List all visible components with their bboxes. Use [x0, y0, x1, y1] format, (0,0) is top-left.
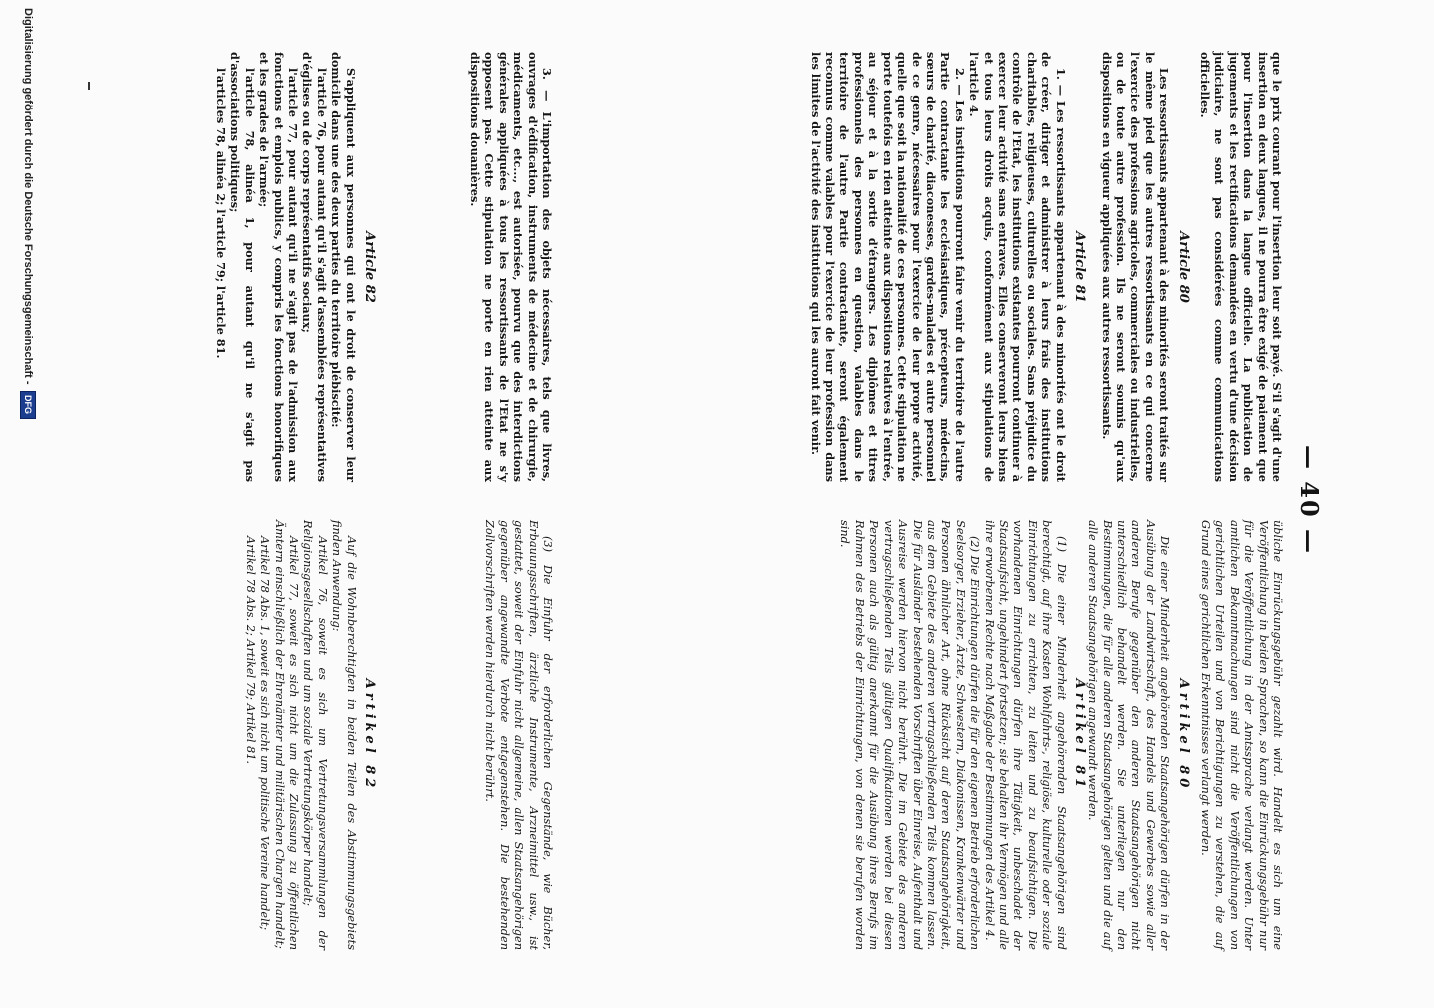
- german-article-80-text: Die einer Minderheit angehörenden Staatsangehörigen dürfen in der Ausübung der Landwirtschaft, des Handels und Gewerbes sowie aller anderen Berufe gegenüber den anderen Staatsangehörigen nicht unterschiedlich behandelt werden. Sie unterliegen nur den Bestimmungen, die für alle anderen Staatsangehörigen gelten und die auf alle anderen Staatsangehörigen angewandt werden.: [1086, 520, 1172, 950]
- french-article-81-para-2: 2. — Les institutions pourront faire venir du territoire de l'autre Partie contractante les ecclésiastiques, précepteurs, médecins, sœurs de charité, diaconesses, gardes-malades et autre personnel de ce genre, nécessaires pour l'exercice de leur propre activité, quelle que soit la nationalité de ces personnes. Cette stipulation ne porte toutefois en rien atteinte aux dispositions relatives à l'entrée, au séjour et à la sortie d'étrangers. Les diplômes et titres professionnels des personnes en question, valables dans le territoire de l'autre Partie contractante, seront également reconnus comme valables pour l'exercice de leur profession dans les limites de l'activité des institutions qui les auront fait venir.: [808, 52, 967, 482]
- german-article-82-heading: Artikel 82: [362, 678, 377, 792]
- german-top-paragraph: übliche Einrückungsgebühr gezahlt wird. Handelt es sich um eine Veröffentlichung in beiden Sprachen, so kann die Einrückungsgebühr nur für die Veröffentlichung in der Amtssprache verlangt werden. Unter amtlichen Bekanntmachungen sind nicht die Veröffentlichungen von gerichtlichen Urteilen und von Berichtigungen zu verstehen, die auf Grund eines gerichtlichen Erkenntnisses verlangt werden.: [1198, 520, 1284, 950]
- french-article-81: [808, 52, 1094, 482]
- german-article-81: [837, 520, 1094, 950]
- french-article-81-para-3-block: [468, 52, 554, 482]
- french-article-82-item-3: l'article 78, alinéa 1, pour autant qu'il ne s'agit pas d'associations politiques;: [228, 52, 257, 482]
- german-article-82-item-3: Artikel 78 Abs. 1, soweit es sich nicht um politische Vereine handelt;: [258, 536, 272, 931]
- german-article-81-para-2: (2) Die Einrichtungen dürfen die für den eigenen Betrieb erforderlichen Seelsorger, Erzieher, Ärzte, Schwestern, Diakonissen, Krankenwärter und Personen ähnlicher Art, ohne Rücksicht auf deren Staatsangehörigkeit, aus dem Gebiete des anderen vertragschließenden Teils kommen lassen. Die für Ausländer bestehenden Vorschriften über Einreise, Aufenthalt und Ausreise werden hiervon nicht berührt. Die im Gebiete des anderen vertragschließenden Teils gültigen Qualifikationen werden bei diesen Personen auch als gültig anerkannt für die Ausübung ihres Berufs im Rahmen des Betriebs der Einrichtungen, von denen sie berufen worden sind.: [838, 520, 982, 950]
- german-article-80-heading: Artikel 80: [1175, 678, 1191, 792]
- french-article-82-intro: S'appliquent aux personnes qui ont le droit de conserver leur domicile dans une des deux parties du territoire plébiscité:: [329, 52, 358, 482]
- german-article-81-heading: Artikel 81: [1072, 678, 1087, 792]
- german-article-82-item-2: Artikel 77, soweit es sich nicht um die Zulassung zu öffentlichen Ämtern einschließlich der Ehrenämter und militärischen Chargen handelt;: [272, 520, 300, 950]
- page-number: — 40 —: [1295, 444, 1324, 556]
- credit-text: Digitalisierung gefördert durch die Deutsche Forschungsgemeinschaft -: [22, 8, 34, 385]
- french-article-81-heading: Article 81: [1072, 231, 1087, 303]
- margin-mark: [88, 82, 90, 90]
- french-article-82-item-4: l'articles 78, alinéa 2; l'article 79; l'article 81.: [213, 68, 228, 359]
- french-column-top: [1099, 52, 1284, 482]
- french-article-82-heading: Article 82: [362, 231, 377, 303]
- german-column-top: [1085, 520, 1284, 950]
- german-article-82: [242, 520, 384, 950]
- german-article-82-item-1: Artikel 76, soweit es sich um Vertretungsversammlungen der Religionsgesellschaften und um soziale Vertretungskörper handelt;: [301, 520, 329, 950]
- dfg-logo-icon: DFG: [20, 391, 36, 419]
- german-article-82-item-4: Artikel 78 Abs. 2; Artikel 79; Artikel 81.: [243, 536, 257, 764]
- german-article-82-intro: Auf die Wohnberechtigten in beiden Teilen des Abstimmungsgebiets finden Anwendung:: [330, 520, 358, 950]
- french-article-80-text: Les ressortissants appartenant à des minorités seront traités sur le même pied que les autres ressortissants en ce qui concerne l'exercice des professions agricoles, commerciales ou industrielles, ou de toute autre profession. Ils ne seront soumis qu'aux dispositions en vigueur appliquées aux autres ressortissants.: [1099, 52, 1172, 482]
- french-article-81-para-3: 3. — L'importation des objets nécessaires, tels que livres, ouvrages d'édification, instruments de médecine et de chirurgie, médicaments, etc..., est autorisée, pourvu que des interdictions générales appliquées à tous les ressortissants de l'Etat ne s'y opposent pas. Cette stipulation ne porte en rien atteinte aux dispositions douanières.: [467, 52, 554, 482]
- french-article-81-para-1: 1. — Les ressortissants appartenant à des minorités ont le droit de créer, diriger et administrer à leurs frais des institutions charitables, religieuses, culturelles ou sociales. Sans préjudice du contrôle de l'Etat, les institutions existantes pourront continuer à exercer leur activité sans entraves. Elles conserveront leurs biens et tous leurs droits acquis, conformément aux stipulations de l'article 4.: [967, 52, 1068, 482]
- french-article-80-heading: Article 80: [1175, 231, 1191, 303]
- german-article-81-para-1: (1) Die einer Minderheit angehörenden Staatsangehörigen sind berechtigt, auf ihre Kosten Wohlfahrts-, religiöse, kulturelle oder soziale Einrichtungen zu errichten, zu leiten und zu beaufsichtigen. Die vorhandenen Einrichtungen dürfen ihre Tätigkeit, unbeschadet der Staatsaufsicht, ungehindert fortsetzen; sie behalten ihr Vermögen und alle ihre erworbenen Rechte nach Maßgabe der Bestimmungen des Artikel 4.: [982, 520, 1068, 950]
- french-article-82-item-1: l'article 76, pour autant qu'il s'agit d'assemblées représentatives d'églises ou de corps représentatifs sociaux;: [300, 52, 329, 482]
- french-article-82: [214, 52, 384, 482]
- digitization-credit: [20, 8, 36, 1008]
- german-article-81-para-3: (3) Die Einfuhr der erforderlichen Gegenstände, wie Bücher, Erbauungsschriften, ärztliche Instrumente, Arzneimittel usw., ist gestattet, soweit der Einfuhr nicht allgemeine, allen Staatsangehörigen gegenüber angewandte Verbote entgegenstehen. Die bestehenden Zollvorschriften werden hierdurch nicht berührt.: [483, 520, 554, 950]
- french-article-82-item-2: l'article 77, pour autant qu'il ne s'agit pas de l'admission aux fonctions et emplois publics, y compris les fonctions honorifiques et les grades de l'armée;: [257, 52, 300, 482]
- french-top-paragraph: que le prix courant pour l'insertion leur soit payé. S'il s'agit d'une insertion en deux langues, il ne pourra être exigé de paiement que pour l'insertion dans la langue officielle. La publication de jugements et les rectifications demandées en vertu d'une décision judiciaire, ne sont pas considérées comme communications officielles.: [1197, 52, 1284, 482]
- german-article-81-para-3-block: [482, 520, 554, 950]
